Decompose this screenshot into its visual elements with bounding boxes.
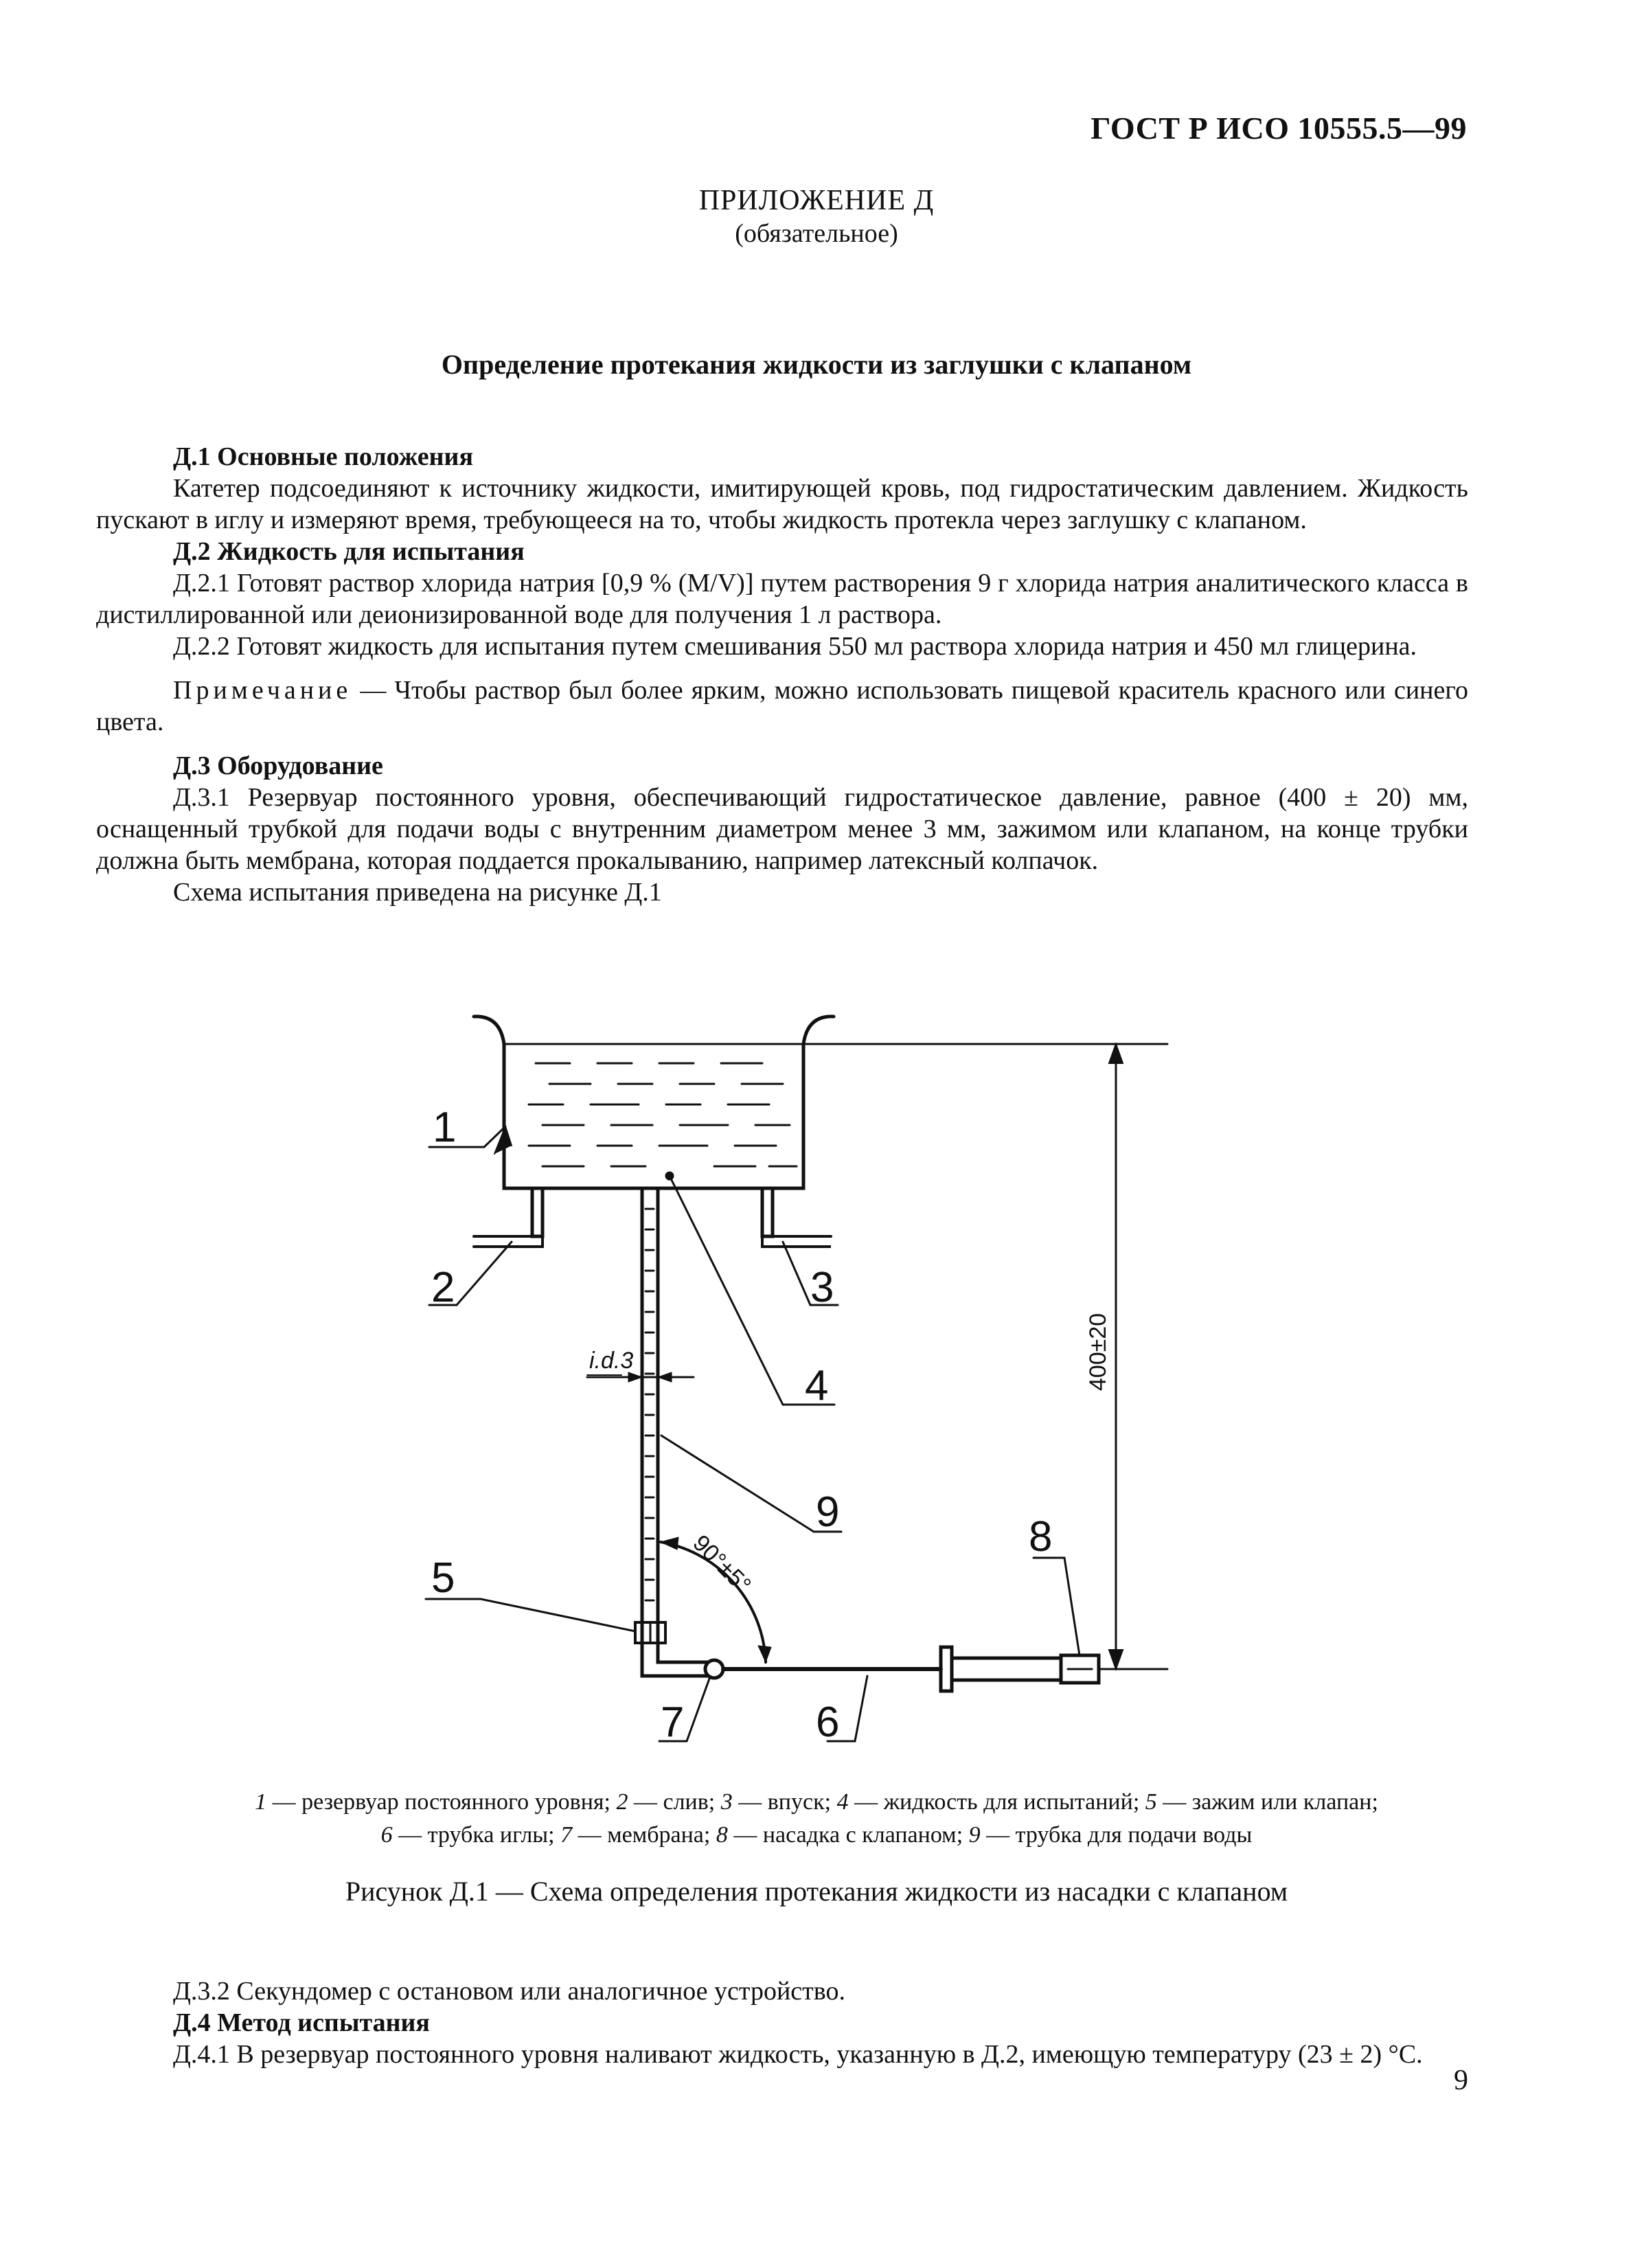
legend-item: 2 — слив; [616, 1789, 721, 1815]
leader-5 [426, 1599, 635, 1631]
section-heading-d4: Д.4 Метод испытания [173, 2008, 430, 2037]
legend-item: 1 — резервуар постоянного уровня; [255, 1789, 617, 1815]
inlet-pipe [762, 1188, 773, 1236]
figure-caption: Рисунок Д.1 — Схема определения протекания жидкости из насадки с клапаном [345, 1876, 1288, 1907]
label-4: 4 [805, 1362, 829, 1409]
label-8: 8 [1029, 1513, 1053, 1561]
angle-label: 90°±5° [687, 1530, 756, 1598]
section-heading-d1: Д.1 Основные положения [173, 442, 473, 471]
legend-item: 7 — мембрана; [560, 1822, 716, 1848]
height-label: 400±20 [1085, 1313, 1111, 1391]
reservoir-vessel [474, 1017, 834, 1188]
needle-hub [941, 1647, 952, 1691]
drain-pipe [532, 1188, 543, 1236]
document-code-header: ГОСТ Р ИСО 10555.5—99 [1090, 111, 1467, 146]
legend-item: 9 — трубка для подачи воды [968, 1822, 1253, 1848]
label-5: 5 [431, 1554, 455, 1602]
document-title: Определение протекания жидкости из заглушки с клапаном [441, 349, 1192, 380]
tube-scale-marks [646, 1209, 654, 1600]
label-9: 9 [816, 1488, 840, 1536]
scheme-reference: Схема испытания приведена на рисунке Д.1 [173, 878, 662, 907]
appendix-status: (обязательное) [735, 219, 898, 248]
leader-9 [661, 1436, 841, 1532]
paragraph-d3-1: Д.3.1 Резервуар постоянного уровня, обеспечивающий гидростатическое давление, равное (400 ± 20) мм, оснащенный трубкой для подачи воды с внутренним диаметром менее 3 мм, зажимом или клапаном, на конце трубки должна быть мембрана, которая поддается прокалыванию, например латексный колпачок. [96, 783, 1468, 875]
leader-8 [1034, 1558, 1080, 1655]
membrane [705, 1660, 723, 1678]
paragraph-d1: Катетер подсоединяют к источнику жидкости, имитирующей кровь, под гидростатическим давлением. Жидкость пускают в иглу и измеряют время, требующееся на то, чтобы жидкость протекла через заглушку с клапаном. [96, 474, 1468, 534]
label-6: 6 [816, 1699, 840, 1746]
note-label: Примечание [173, 676, 352, 705]
paragraph-d2-1: Д.2.1 Готовят раствор хлорида натрия [0,9 % (M/V)] путем растворения 9 г хлорида натрия аналитического класса в дистиллированной или деионизированной воде для получения 1 л раствора. [96, 569, 1468, 629]
label-1: 1 [433, 1104, 457, 1151]
label-7: 7 [661, 1699, 685, 1746]
paragraph-d2-2: Д.2.2 Готовят жидкость для испытания путем смешивания 550 мл раствора хлорида натрия и 450 мл глицерина. [173, 632, 1417, 661]
legend-item: 8 — насадка с клапаном; [716, 1822, 969, 1848]
appendix-title: ПРИЛОЖЕНИЕ Д [698, 185, 935, 216]
figure-legend-line-1 [0, 1786, 1633, 1819]
legend-item: 4 — жидкость для испытаний; [836, 1789, 1145, 1815]
legend-item: 5 — зажим или клапан; [1145, 1789, 1378, 1815]
figure-legend-line-2 [0, 1819, 1633, 1852]
note-text: — Чтобы раствор был более ярким, можно использовать пищевой краситель красного или синего цвета. [96, 676, 1468, 736]
inner-diameter-label: i.d.3 [589, 1348, 634, 1374]
paragraph-d4-1: Д.4.1 В резервуар постоянного уровня наливают жидкость, указанную в Д.2, имеющую температуру (23 ± 2) °С. [173, 2040, 1423, 2069]
section-heading-d2: Д.2 Жидкость для испытания [173, 537, 525, 566]
label-2: 2 [431, 1264, 455, 1311]
legend-item: 6 — трубка иглы; [380, 1822, 561, 1848]
label-3: 3 [810, 1264, 834, 1311]
paragraph-d3-2: Д.3.2 Секундомер с остановом или аналогичное устройство. [173, 1977, 845, 2006]
liquid-hatching [529, 1063, 797, 1166]
page-number: 9 [1454, 2065, 1468, 2096]
section-heading-d3: Д.3 Оборудование [173, 751, 383, 780]
legend-item: 3 — впуск; [720, 1789, 837, 1815]
main-text-block-2 [96, 1975, 1468, 2070]
